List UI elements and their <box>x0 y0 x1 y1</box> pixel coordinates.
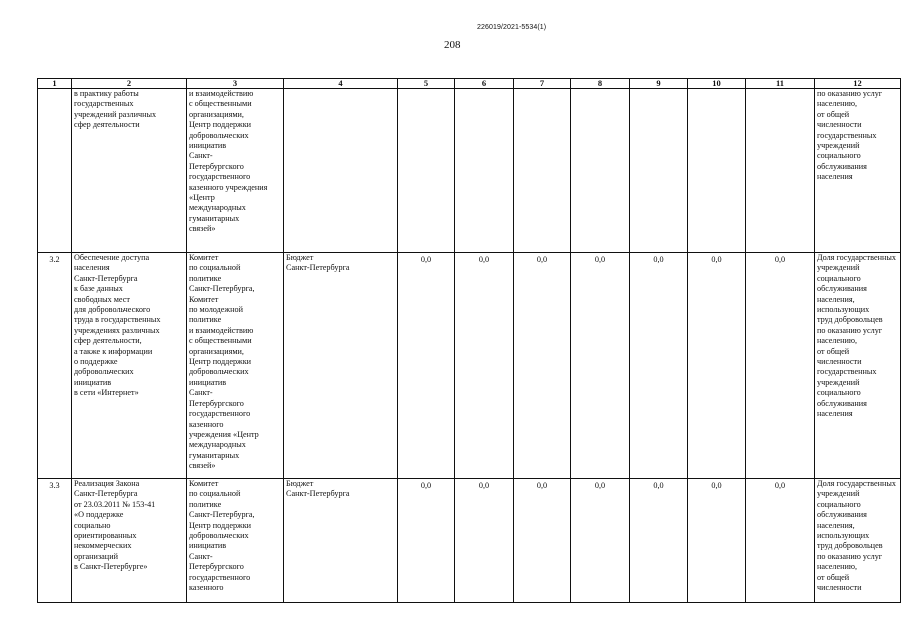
value-cell: 0,0 <box>571 479 630 603</box>
value-cell: 0,0 <box>746 479 815 603</box>
column-header: 5 <box>398 79 455 89</box>
value-cell <box>398 89 455 253</box>
column-header: 9 <box>630 79 688 89</box>
header-row <box>38 79 901 89</box>
column-header: 1 <box>38 79 72 89</box>
source-cell: Бюджет Санкт-Петербурга <box>284 479 398 603</box>
column-header: 7 <box>514 79 571 89</box>
indicator-cell: по оказанию услуг населению, от общей численности государственных учреждений социального обслуживания населения <box>815 89 901 253</box>
column-header: 11 <box>746 79 815 89</box>
column-header: 3 <box>187 79 284 89</box>
executor-cell: Комитет по социальной политике Санкт-Петербурга, Центр поддержки добровольческих инициатив Санкт- Петербургского государственного казенного <box>187 479 284 603</box>
column-header: 4 <box>284 79 398 89</box>
value-cell <box>514 89 571 253</box>
indicator-cell: Доля государственных учреждений социального обслуживания населения, использующих труд добровольцев по оказанию услуг населению, от общей численности <box>815 479 901 603</box>
column-header: 2 <box>72 79 187 89</box>
table-row <box>38 89 901 253</box>
column-header: 10 <box>688 79 746 89</box>
page-number: 208 <box>444 39 461 51</box>
row-number: 3.3 <box>38 479 72 603</box>
value-cell: 0,0 <box>514 253 571 479</box>
row-number: 3.2 <box>38 253 72 479</box>
value-cell <box>688 89 746 253</box>
program-table <box>37 78 901 603</box>
column-header: 12 <box>815 79 901 89</box>
row-number <box>38 89 72 253</box>
indicator-cell: Доля государственных учреждений социального обслуживания населения, использующих труд добровольцев по оказанию услуг населению, от общей численности государственных учреждений социального обслуживания населения <box>815 253 901 479</box>
event-cell: Реализация Закона Санкт-Петербурга от 23.03.2011 № 153-41 «О поддержке социально ориентированных некоммерческих организаций в Санкт-Петербурге» <box>72 479 187 603</box>
value-cell: 0,0 <box>746 253 815 479</box>
value-cell: 0,0 <box>571 253 630 479</box>
value-cell: 0,0 <box>630 479 688 603</box>
value-cell <box>571 89 630 253</box>
value-cell: 0,0 <box>688 479 746 603</box>
column-header: 8 <box>571 79 630 89</box>
executor-cell: Комитет по социальной политике Санкт-Петербурга, Комитет по молодежной политике и взаимодействию с общественными организациями, Центр поддержки добровольческих инициатив Санкт- Петербургского государственного казенного учреждения «Центр международных гуманитарных связей» <box>187 253 284 479</box>
executor-cell: и взаимодействию с общественными организациями, Центр поддержки добровольческих инициатив Санкт- Петербургского государственного казенного учреждения «Центр международных гуманитарных связей» <box>187 89 284 253</box>
table-row <box>38 479 901 603</box>
value-cell: 0,0 <box>688 253 746 479</box>
value-cell: 0,0 <box>455 253 514 479</box>
event-cell: в практику работы государственных учреждений различных сфер деятельности <box>72 89 187 253</box>
value-cell: 0,0 <box>514 479 571 603</box>
event-cell: Обеспечение доступа населения Санкт-Петербурга к базе данных свободных мест для добровольческого труда в государственных учреждениях различных сфер деятельности, а также к информации о поддержке добровольческих инициатив в сети «Интернет» <box>72 253 187 479</box>
value-cell <box>455 89 514 253</box>
value-cell: 0,0 <box>630 253 688 479</box>
column-header: 6 <box>455 79 514 89</box>
value-cell <box>630 89 688 253</box>
value-cell: 0,0 <box>398 479 455 603</box>
value-cell: 0,0 <box>398 253 455 479</box>
source-cell: Бюджет Санкт-Петербурга <box>284 253 398 479</box>
source-cell <box>284 89 398 253</box>
table-row <box>38 253 901 479</box>
value-cell <box>746 89 815 253</box>
value-cell: 0,0 <box>455 479 514 603</box>
document-number: 226019/2021-5534(1) <box>477 24 547 31</box>
